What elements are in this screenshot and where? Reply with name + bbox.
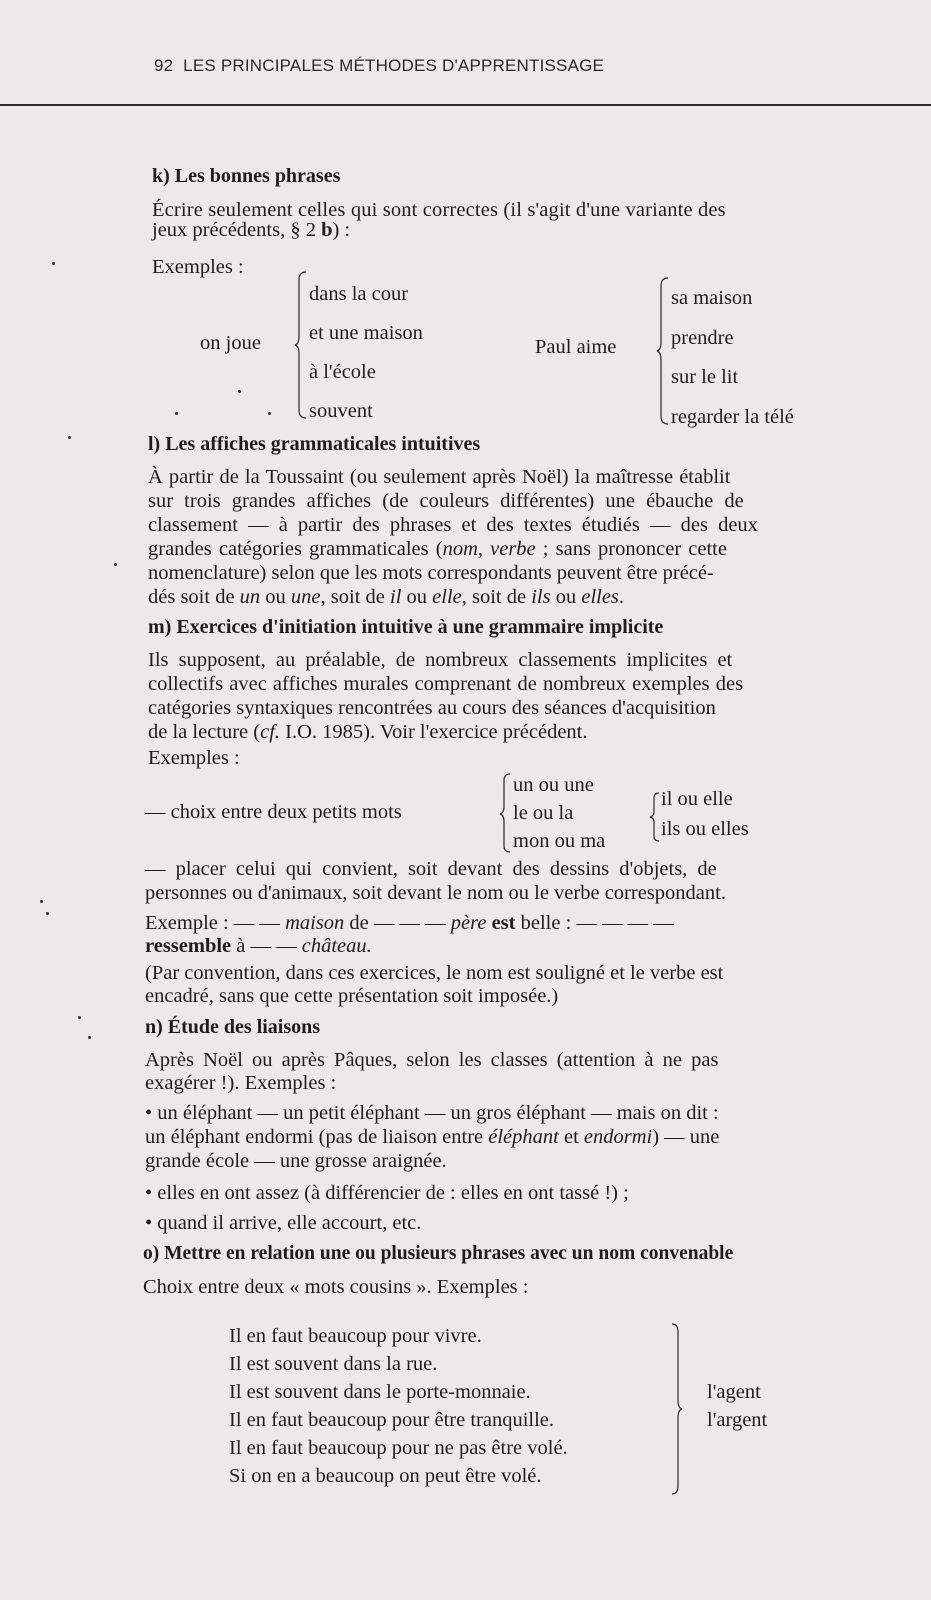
section-m-exemples: Exemples : xyxy=(148,747,240,769)
n-bullet-continuation: grande école — une grosse araignée. xyxy=(145,1150,447,1172)
scan-speck xyxy=(40,900,43,903)
scan-speck xyxy=(175,412,178,415)
scan-speck xyxy=(88,1036,91,1039)
n-bullet: • un éléphant — un petit éléphant — un gros éléphant — mais on dit : xyxy=(145,1102,719,1124)
m-convention-line: (Par convention, dans ces exercices, le nom est souligné et le verbe est xyxy=(145,962,724,984)
section-k-intro-line2: jeux précédents, § 2 b) : xyxy=(152,219,351,241)
m-choice-option: le ou la xyxy=(513,802,574,824)
k-right-option: sur le lit xyxy=(671,366,739,388)
o-noun: l'argent xyxy=(707,1409,768,1431)
o-sentence: Il en faut beaucoup pour ne pas être volé. xyxy=(229,1437,568,1459)
m-choice-option: il ou elle xyxy=(661,788,733,810)
section-l-line: sur trois grandes affiches (de couleurs différentes) une ébauche de xyxy=(148,490,744,512)
page-number: 92 xyxy=(154,56,174,75)
m-place-line: personnes ou d'animaux, soit devant le nom ou le verbe correspondant. xyxy=(145,882,726,904)
o-sentence: Il en faut beaucoup pour vivre. xyxy=(229,1325,482,1347)
scan-speck xyxy=(52,262,55,265)
section-l-line: dés soit de un ou une, soit de il ou elle, soit de ils ou elles. xyxy=(148,586,625,608)
k-right-stem: Paul aime xyxy=(535,336,617,358)
k-left-option: dans la cour xyxy=(309,283,409,305)
k-left-option: souvent xyxy=(309,400,373,422)
section-m-line: de la lecture (cf. I.O. 1985). Voir l'exercice précédent. xyxy=(148,721,588,743)
section-m-heading: m) Exercices d'initiation intuitive à une grammaire implicite xyxy=(148,616,664,638)
section-k-exemples: Exemples : xyxy=(152,256,244,278)
k-right-option: prendre xyxy=(671,327,734,349)
k-right-option: regarder la télé xyxy=(671,406,794,428)
k-left-brace xyxy=(294,270,310,420)
k-left-option: à l'école xyxy=(309,361,376,383)
o-sentence: Il est souvent dans le porte-monnaie. xyxy=(229,1381,531,1403)
m-choice-option: un ou une xyxy=(513,774,594,796)
section-m-line: catégories syntaxiques rencontrées au cours des séances d'acquisition xyxy=(148,697,716,719)
scan-speck xyxy=(238,390,241,393)
section-l-line: À partir de la Toussaint (ou seulement après Noël) la maîtresse établit xyxy=(148,466,731,488)
m-example-line: ressemble à — — château. xyxy=(145,935,372,957)
o-noun: l'agent xyxy=(707,1381,761,1403)
scan-speck xyxy=(68,436,71,439)
section-n-line: exagérer !). Exemples : xyxy=(145,1072,337,1094)
m-convention-line: encadré, sans que cette présentation soit imposée.) xyxy=(145,985,559,1007)
n-bullet: • quand il arrive, elle accourt, etc. xyxy=(145,1212,422,1234)
section-m-line: Ils supposent, au préalable, de nombreux classements implicites et xyxy=(148,649,733,671)
running-header xyxy=(154,56,604,76)
scan-speck xyxy=(78,1016,81,1019)
m-place-line: — placer celui qui convient, soit devant des dessins d'objets, de xyxy=(145,858,717,880)
scan-speck xyxy=(46,912,49,915)
section-m-line: collectifs avec affiches murales comprenant de nombreux exemples des xyxy=(148,673,744,695)
k-left-stem: on joue xyxy=(200,332,261,354)
m-choice-brace-1 xyxy=(499,772,513,854)
section-k-intro-line1: Écrire seulement celles qui sont correctes (il s'agit d'une variante des xyxy=(152,199,726,221)
header-rule xyxy=(0,104,931,106)
m-choice-brace-2 xyxy=(649,791,661,843)
section-l-line: nomenclature) selon que les mots correspondants peuvent être précé- xyxy=(148,562,714,584)
m-example-line: Exemple : — — maison de — — — père est belle : — — — — xyxy=(145,912,674,934)
m-choice-option: ils ou elles xyxy=(661,818,749,840)
section-k-heading: k) Les bonnes phrases xyxy=(152,165,341,187)
scan-speck xyxy=(114,563,117,566)
n-bullet: • elles en ont assez (à différencier de : elles en ont tassé !) ; xyxy=(145,1182,629,1204)
k-right-option: sa maison xyxy=(671,287,753,309)
scan-speck xyxy=(268,412,271,415)
section-n-line: Après Noël ou après Pâques, selon les classes (attention à ne pas xyxy=(145,1049,719,1071)
section-l-line: classement — à partir des phrases et des textes étudiés — des deux xyxy=(148,514,758,536)
k-left-option: et une maison xyxy=(309,322,423,344)
o-sentence: Il en faut beaucoup pour être tranquille. xyxy=(229,1409,555,1431)
section-l-heading: l) Les affiches grammaticales intuitives xyxy=(148,433,481,455)
n-bullet-continuation: un éléphant endormi (pas de liaison entre éléphant et endormi) — une xyxy=(145,1126,720,1148)
section-l-line: grandes catégories grammaticales (nom, verbe ; sans prononcer cette xyxy=(148,538,727,560)
m-choice-option: mon ou ma xyxy=(513,830,606,852)
o-sentence: Il est souvent dans la rue. xyxy=(229,1353,438,1375)
k-right-brace xyxy=(656,276,672,426)
m-choice-stem: — choix entre deux petits mots xyxy=(145,801,402,823)
o-sentence: Si on en a beaucoup on peut être volé. xyxy=(229,1465,542,1487)
section-n-heading: n) Étude des liaisons xyxy=(145,1016,321,1038)
o-closing-brace xyxy=(668,1322,684,1496)
running-title: LES PRINCIPALES MÉTHODES D'APPRENTISSAGE xyxy=(183,56,605,75)
section-o-intro: Choix entre deux « mots cousins ». Exemples : xyxy=(143,1276,529,1298)
section-o-heading: o) Mettre en relation une ou plusieurs phrases avec un nom convenable xyxy=(143,1243,734,1264)
